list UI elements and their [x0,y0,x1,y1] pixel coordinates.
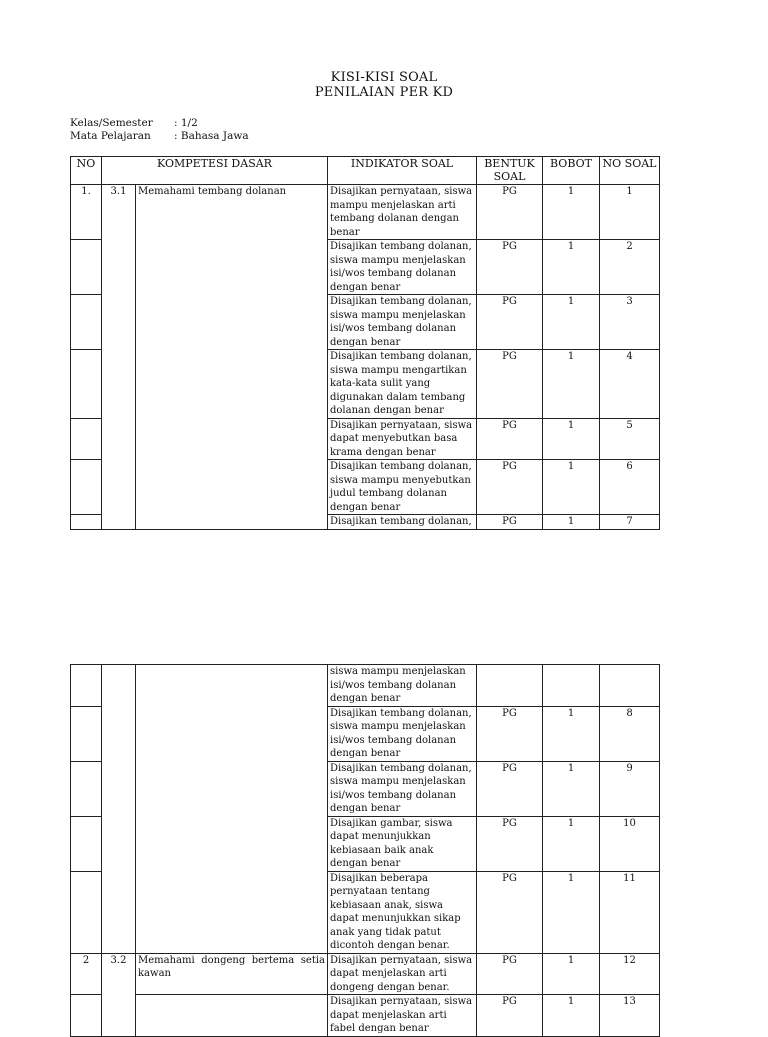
table-row [71,953,660,995]
bobot-cell: 1 [543,350,600,419]
header-bobot: BOBOT [543,157,600,185]
bentuk-cell [477,665,543,707]
bentuk-cell: PG [477,995,543,1037]
kd-description: Memahami tembang dolanan [136,185,328,530]
header-kompetensi-dasar: KOMPETESI DASAR [102,157,328,185]
row-no-empty [71,240,102,295]
row-no-empty [71,418,102,460]
bobot-cell: 1 [543,418,600,460]
row-no-empty [71,995,102,1037]
indikator-cell: Disajikan pernyataan, siswa dapat menjelaskan arti fabel dengan benar [328,995,477,1037]
bobot-cell: 1 [543,871,600,953]
row-no-empty [71,816,102,871]
no-soal-cell: 13 [600,995,660,1037]
indikator-cell: Disajikan tembang dolanan, siswa mampu menyebutkan judul tembang dolanan dengan benar [328,460,477,515]
no-soal-cell: 4 [600,350,660,419]
row-no: 1. [71,185,102,240]
indikator-cell: Disajikan tembang dolanan, [328,515,477,530]
no-soal-cell: 5 [600,418,660,460]
bobot-cell: 1 [543,460,600,515]
kisi-kisi-table-page2 [70,664,660,1037]
bentuk-cell: PG [477,871,543,953]
bentuk-cell: PG [477,953,543,995]
kisi-kisi-table-page1 [70,156,660,530]
row-no-empty [71,515,102,530]
indikator-cell: Disajikan tembang dolanan, siswa mampu mengartikan kata-kata sulit yang digunakan dalam tembang dolanan dengan benar [328,350,477,419]
row-no-empty [71,871,102,953]
mata-pelajaran-label: Mata Pelajaran [70,130,151,142]
bentuk-cell: PG [477,350,543,419]
bobot-cell: 1 [543,706,600,761]
bentuk-cell: PG [477,761,543,816]
bobot-cell [543,665,600,707]
row-no-empty [71,665,102,707]
kd-code: 3.2 [102,953,136,1037]
document-title: KISI-KISI SOAL [330,70,438,85]
no-soal-cell: 7 [600,515,660,530]
bentuk-cell: PG [477,295,543,350]
no-soal-cell: 3 [600,295,660,350]
no-soal-cell: 9 [600,761,660,816]
table-header-row [71,157,660,185]
mata-pelajaran-line [70,130,249,142]
indikator-cell: Disajikan gambar, siswa dapat menunjukkan kebiasaan baik anak dengan benar [328,816,477,871]
no-soal-cell: 10 [600,816,660,871]
row-no-empty [71,761,102,816]
bentuk-cell: PG [477,460,543,515]
indikator-cell: Disajikan beberapa pernyataan tentang kebiasaan anak, siswa dapat menunjukkan sikap anak yang tidak patut dicontoh dengan benar. [328,871,477,953]
row-no-empty [71,350,102,419]
bentuk-cell: PG [477,240,543,295]
kd-description-empty [136,665,328,954]
bentuk-cell: PG [477,185,543,240]
row-no-empty [71,295,102,350]
row-no-empty [71,460,102,515]
bobot-cell: 1 [543,515,600,530]
no-soal-cell: 11 [600,871,660,953]
indikator-cell: Disajikan pernyataan, siswa mampu menjelaskan arti tembang dolanan dengan benar [328,185,477,240]
bobot-cell: 1 [543,995,600,1037]
no-soal-cell: 1 [600,185,660,240]
mata-pelajaran-value: : Bahasa Jawa [174,130,249,142]
no-soal-cell: 2 [600,240,660,295]
bobot-cell: 1 [543,240,600,295]
row-no: 2 [71,953,102,995]
no-soal-cell: 8 [600,706,660,761]
document-subtitle: PENILAIAN PER KD [314,85,454,100]
bentuk-cell: PG [477,816,543,871]
indikator-cell: Disajikan tembang dolanan, siswa mampu menjelaskan isi/wos tembang dolanan dengan benar [328,295,477,350]
header-indikator-soal: INDIKATOR SOAL [328,157,477,185]
indikator-cell: Disajikan pernyataan, siswa dapat menyebutkan basa krama dengan benar [328,418,477,460]
indikator-cell: Disajikan pernyataan, siswa dapat menjelaskan arti dongeng dengan benar. [328,953,477,995]
kelas-semester-value: : 1/2 [174,117,198,129]
table-row [71,665,660,707]
bobot-cell: 1 [543,185,600,240]
bobot-cell: 1 [543,953,600,995]
table-row [71,995,660,1037]
header-no: NO [71,157,102,185]
bobot-cell: 1 [543,816,600,871]
kd-code: 3.1 [102,185,136,530]
kd-description-empty [136,995,328,1037]
indikator-cell: Disajikan tembang dolanan, siswa mampu menjelaskan isi/wos tembang dolanan dengan benar [328,706,477,761]
no-soal-cell: 6 [600,460,660,515]
bobot-cell: 1 [543,761,600,816]
kelas-semester-line [70,117,198,129]
kd-code-empty [102,665,136,954]
bentuk-cell: PG [477,706,543,761]
bentuk-cell: PG [477,418,543,460]
kd-description: Memahami dongeng bertema setia kawan [136,953,328,995]
indikator-cell: Disajikan tembang dolanan, siswa mampu menjelaskan isi/wos tembang dolanan dengan benar [328,761,477,816]
bobot-cell: 1 [543,295,600,350]
kelas-semester-label: Kelas/Semester [70,117,153,129]
indikator-cell: Disajikan tembang dolanan, siswa mampu menjelaskan isi/wos tembang dolanan dengan benar [328,240,477,295]
row-no-empty [71,706,102,761]
header-no-soal: NO SOAL [600,157,660,185]
table-row [71,185,660,240]
indikator-cell: siswa mampu menjelaskan isi/wos tembang dolanan dengan benar [328,665,477,707]
no-soal-cell [600,665,660,707]
header-bentuk-soal: BENTUK SOAL [477,157,543,185]
no-soal-cell: 12 [600,953,660,995]
bentuk-cell: PG [477,515,543,530]
